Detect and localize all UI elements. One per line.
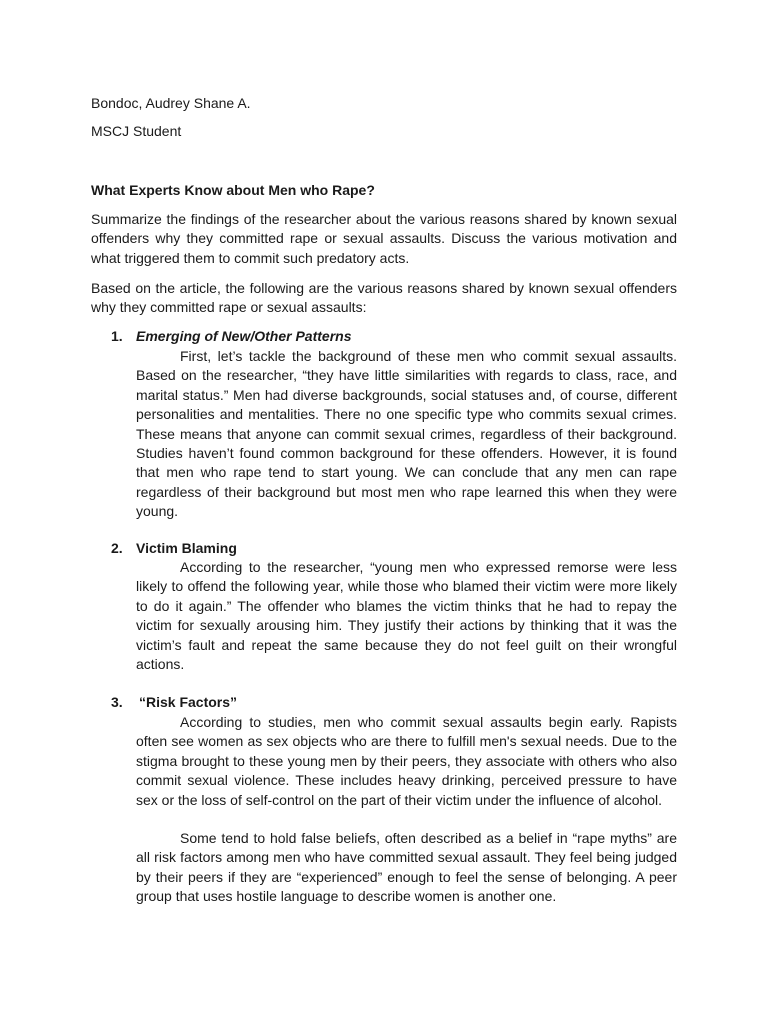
section-1-paragraph: First, let’s tackle the background of these men who commit sexual assaults. Based on the researcher, “they have little similarities with regards to class, race, and marital status.” Men had diverse backgrounds, social statuses and, of course, different personalities and mentalities. There no one specific type who commits sexual crimes. These means that anyone can commit sexual crimes, regardless of their background. Studies haven’t found common background for these offenders. However, it is found that men who rape tend to start young. We can conclude that any men can rape regardless of their background but most men who rape learned this when they were young. (136, 348, 677, 520)
author-role: MSCJ Student (91, 123, 182, 139)
document-title: What Experts Know about Men who Rape? (91, 182, 375, 198)
intro-paragraph: Based on the article, the following are the various reasons shared by known sexual offenders why they committed rape or sexual assaults: (91, 280, 677, 316)
section-2-heading (111, 539, 237, 558)
section-3-title: “Risk Factors” (139, 694, 238, 710)
section-1-number: 1. (111, 328, 123, 344)
author-name: Bondoc, Audrey Shane A. (91, 95, 251, 111)
section-2-title: Victim Blaming (136, 540, 237, 556)
section-3-heading (111, 693, 237, 712)
prompt-paragraph: Summarize the findings of the researcher about the various reasons shared by known sexual offenders why they committed rape or sexual assaults. Discuss the various motivation and what triggered them to commit such predatory acts. (91, 211, 677, 266)
section-3-paragraph-2: Some tend to hold false beliefs, often described as a belief in “rape myths” are all risk factors among men who have committed sexual assault. They feel being judged by their peers if they are “experienced” enough to feel the sense of belonging. A peer group that uses hostile language to describe women is another one. (136, 830, 677, 905)
section-3-number: 3. (111, 694, 123, 710)
section-3-paragraph-1: According to studies, men who commit sexual assaults begin early. Rapists often see women as sex objects who are there to fulfill men's sexual needs. Due to the stigma brought to these young men by their peers, they associate with others who also commit sexual violence. These includes heavy drinking, perceived pressure to have sex or the loss of self-control on the part of their victim under the influence of alcohol. (136, 714, 677, 808)
section-2-number: 2. (111, 540, 123, 556)
section-1-title: Emerging of New/Other Patterns (136, 328, 352, 344)
section-1-heading (111, 327, 351, 346)
section-2-paragraph: According to the researcher, “young men who expressed remorse were less likely to offend the following year, while those who blamed their victim were more likely to do it again.” The offender who blames the victim thinks that he had to repay the victim for sexually arousing him. They justify their actions by thinking that it was the victim’s fault and repeat the same because they do not feel guilt on their wrongful actions. (136, 559, 677, 673)
